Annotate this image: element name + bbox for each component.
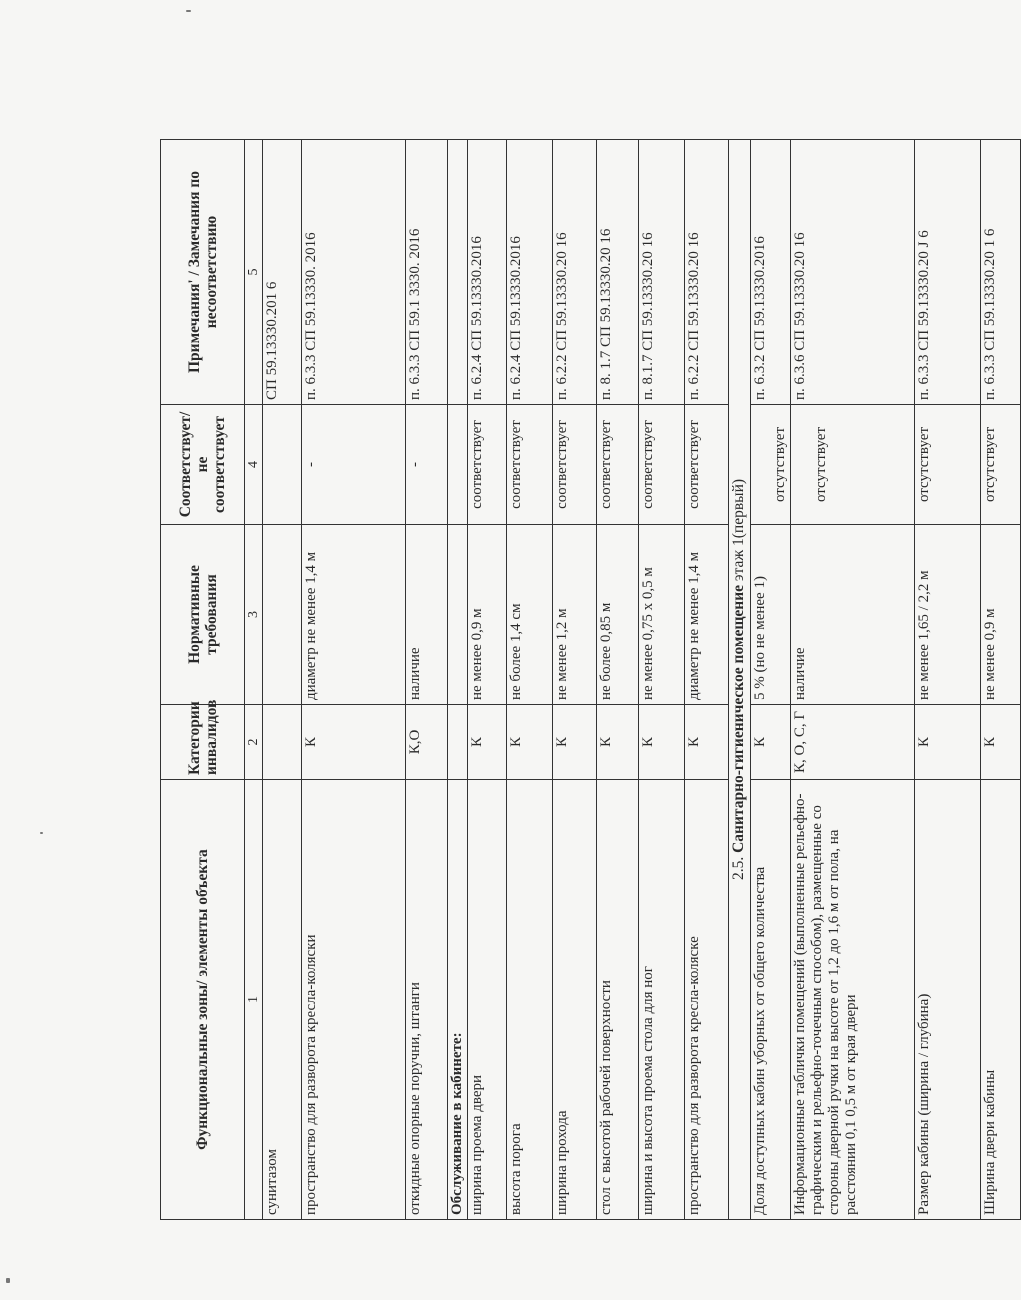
- cell-name: Ширина двери кабины: [981, 780, 1021, 1220]
- cell-norm: не менее 0,9 м: [468, 525, 507, 705]
- cell-norm: диаметр не менее 1,4 м: [685, 525, 729, 705]
- table-row: [915, 140, 981, 1220]
- cell-norm: наличие: [406, 525, 448, 705]
- cell-category: [263, 705, 302, 780]
- table-row: [406, 140, 448, 1220]
- cell-note: п. 6.2.4 СП 59.13330.2016: [468, 140, 507, 405]
- section-suffix: этаж 1(первый): [730, 478, 747, 585]
- cell-conformity: отсутствует: [791, 405, 915, 525]
- cell-category: К: [597, 705, 639, 780]
- cell-conformity: соответствует: [468, 405, 507, 525]
- cell-note: СП 59.13330.201 6: [263, 140, 302, 405]
- cell-note: п. 6.3.2 СП 59.13330.2016: [751, 140, 791, 405]
- cell-name: стол с высотой рабочей поверхности: [597, 780, 639, 1220]
- cell-name: сунитазом: [263, 780, 302, 1220]
- subsection-title: Обслуживание в кабинете:: [448, 780, 468, 1220]
- cell-norm: не менее 1,2 м: [553, 525, 597, 705]
- cell-conformity: соответствует: [685, 405, 729, 525]
- cell-conformity: соответствует: [597, 405, 639, 525]
- cell-conformity: [263, 405, 302, 525]
- col-number: 5: [245, 140, 263, 405]
- cell-note: п. 6.3.3 СП 59.1 3330. 2016: [406, 140, 448, 405]
- table-row: [639, 140, 685, 1220]
- table-row: [597, 140, 639, 1220]
- cell-norm: не более 1,4 см: [507, 525, 553, 705]
- col-number: 1: [245, 780, 263, 1220]
- cell-category: К: [639, 705, 685, 780]
- table-row: [553, 140, 597, 1220]
- cell-name: Размер кабины (ширина / глубина): [915, 780, 981, 1220]
- cell-name: ширина прохода: [553, 780, 597, 1220]
- cell-conformity: отсутствует: [751, 405, 791, 525]
- cell-category: К: [685, 705, 729, 780]
- cell-category: К: [915, 705, 981, 780]
- cell-note: п. 6.2.2 СП 59.13330.20 16: [553, 140, 597, 405]
- cell-conformity: отсутствует: [981, 405, 1021, 525]
- cell-note: п. 8.1.7 СП 59.13330.20 16: [639, 140, 685, 405]
- cell-name: Доля доступных кабин уборных от общего количества: [751, 780, 791, 1220]
- table-row: [507, 140, 553, 1220]
- cell-norm: не менее 0,9 м: [981, 525, 1021, 705]
- rotated-page: [160, 140, 998, 1220]
- cell-norm: не менее 1,65 / 2,2 м: [915, 525, 981, 705]
- cell-name: Информационные таблички помещений (выполненные рельефно-графическим и рельефно-точечным способом), размещенные со стороны дверной ручки на высоте от 1,2 до 1,6 м от пола, на расстоянии 0,1 0,5 м от края двери: [791, 780, 915, 1220]
- cell-category: К, О, С, Г: [791, 705, 915, 780]
- cell-name: ширина и высота проема стола для ног: [639, 780, 685, 1220]
- accessibility-table: [160, 139, 1021, 1220]
- col-number: 3: [245, 525, 263, 705]
- cell-norm: 5 % (но не менее 1): [751, 525, 791, 705]
- cell-norm: не более 0,85 м: [597, 525, 639, 705]
- table-row: [302, 140, 406, 1220]
- cell-category: К: [981, 705, 1021, 780]
- table-row: [263, 140, 302, 1220]
- table-row: [791, 140, 915, 1220]
- cell-category: К: [468, 705, 507, 780]
- cell-category: К: [507, 705, 553, 780]
- table-row: [751, 140, 791, 1220]
- col-number: 4: [245, 405, 263, 525]
- subsection-row: [448, 140, 468, 1220]
- cell-note: п. 6.3.3 СП 59.13330.20 1 6: [981, 140, 1021, 405]
- cell-name: пространство для разворота кресла-коляски: [302, 780, 406, 1220]
- header-zones: Функциональные зоны/ элементы объекта: [161, 780, 245, 1220]
- cell-note: п. 8. 1.7 СП 59.13330.20 16: [597, 140, 639, 405]
- section-name: Санитарно-гигиеническое помещение: [730, 584, 747, 853]
- cell-name: ширина проема двери: [468, 780, 507, 1220]
- col-number: 2: [245, 705, 263, 780]
- cell-note: п. 6.3.3 СП 59.13330. 2016: [302, 140, 406, 405]
- section-prefix: 2.5.: [730, 852, 747, 881]
- cell-norm: диаметр не менее 1,4 м: [302, 525, 406, 705]
- header-categories: Категории инвалидов: [161, 705, 245, 780]
- cell-conformity: отсутствует: [915, 405, 981, 525]
- section-title: [729, 140, 751, 1220]
- section-row: [729, 140, 751, 1220]
- header-notes: Примечания' / Замечания по несоответствию: [161, 140, 245, 405]
- cell-note: п. 6.3.3 СП 59.13330.20 J 6: [915, 140, 981, 405]
- header-norms: Нормативные требования: [161, 525, 245, 705]
- table-row: [685, 140, 729, 1220]
- cell-category: К: [553, 705, 597, 780]
- cell-conformity: соответствует: [553, 405, 597, 525]
- cell-conformity: соответствует: [639, 405, 685, 525]
- cell-conformity: -: [302, 405, 406, 525]
- cell-conformity: соответствует: [507, 405, 553, 525]
- cell-conformity: -: [406, 405, 448, 525]
- table-row: [468, 140, 507, 1220]
- cell-note: п. 6.3.6 СП 59.13330.20 16: [791, 140, 915, 405]
- cell-norm: [263, 525, 302, 705]
- cell-note: п. 6.2.4 СП 59.13330.2016: [507, 140, 553, 405]
- cell-name: пространство для разворота кресла-коляске: [685, 780, 729, 1220]
- cell-note: п. 6.2.2 СП 59.13330.20 16: [685, 140, 729, 405]
- header-conformity: Соответствует/ не соответствует: [161, 405, 245, 525]
- cell-category: К,О: [406, 705, 448, 780]
- cell-norm: не менее 0,75 х 0,5 м: [639, 525, 685, 705]
- cell-category: К: [302, 705, 406, 780]
- cell-category: К: [751, 705, 791, 780]
- cell-name: откидные опорные поручни, штанги: [406, 780, 448, 1220]
- cell-name: высота порога: [507, 780, 553, 1220]
- table-row: [981, 140, 1021, 1220]
- cell-norm: наличие: [791, 525, 915, 705]
